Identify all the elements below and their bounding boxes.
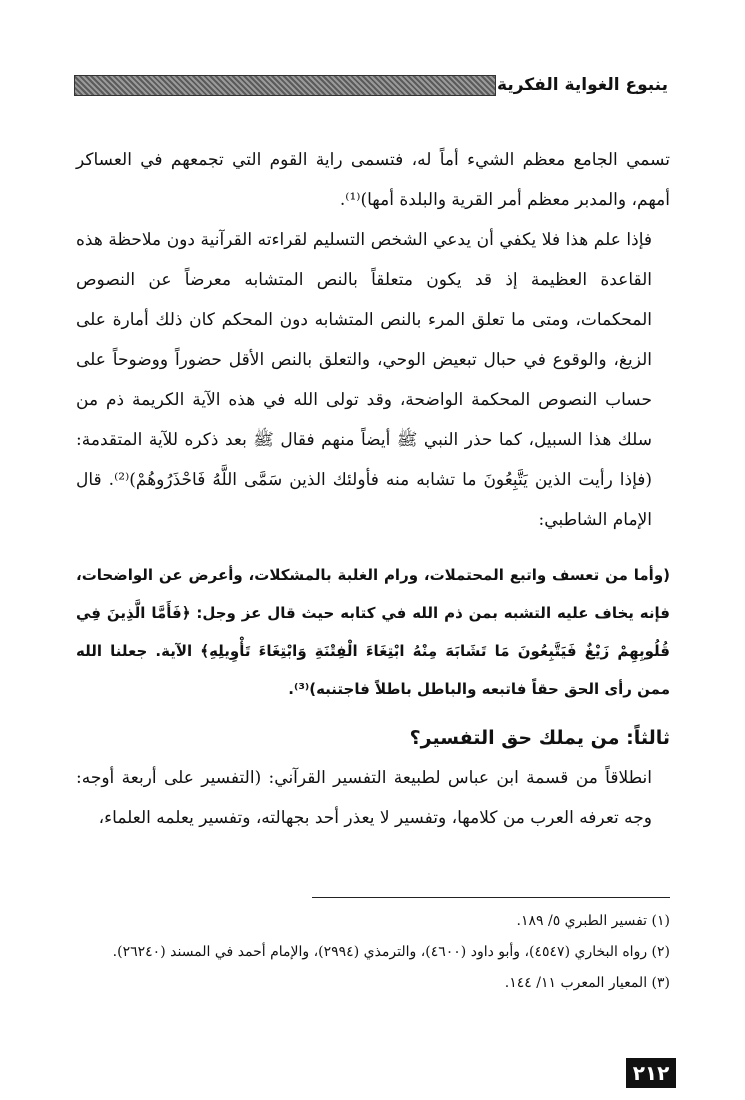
section-heading: ثالثاً: من يملك حق التفسير؟ — [409, 727, 670, 749]
running-header — [74, 72, 668, 98]
paragraph-2: فإذا علم هذا فلا يكفي أن يدعي الشخص التسليم لقراءته القرآنية دون ملاحظة هذه القاعدة العظيمة إذ قد يكون متعلقاً بالنص المتشابه معرضاً عن النصوص المحكمات، ومتى ما تعلق المرء بالنص المتشابه دون المحكم كان ذلك أمارة على الزيغ، والوقوع في حبال تبعيض الوحي، والتعلق بالنص الأقل حضوراً ووضوحاً على حساب النصوص المحكمة الواضحة، وقد تولى الله في هذه الآية الكريمة ذم من سلك هذا السبيل، كما حذر النبي ﷺ أيضاً منهم فقال ﷺ بعد ذكره للآية المتقدمة: (فإذا رأيت الذين يَتَّبِعُونَ ما تشابه منه فأولئك الذين سَمَّى اللَّهُ فَاحْذَرُوهُمْ)⁽²⁾. قال الإمام الشاطبي: — [76, 230, 653, 530]
section-paragraph: انطلاقاً من قسمة ابن عباس لطبيعة التفسير القرآني: (التفسير على أربعة أوجه: وجه تعرفه العرب من كلامها، وتفسير لا يعذر أحد بجهالته، وتفسير يعلمه العلماء، — [76, 768, 652, 828]
header-title: ينبوع الغواية الفكرية — [497, 75, 668, 95]
footnote-1: (١) تفسير الطبري ٥/ ١٨٩. — [516, 913, 670, 929]
block-quote: (وأما من تعسف واتبع المحتملات، ورام الغلبة بالمشكلات، وأعرض عن الواضحات، فإنه يخاف عليه التشبه بمن ذم الله في كتابه حيث قال عز وجل: ﴿فَأَمَّا الَّذِينَ فِي قُلُوبِهِمْ زَيْغٌ فَيَتَّبِعُونَ مَا تَشَابَهَ مِنْهُ ابْتِغَاءَ الْفِتْنَةِ وَابْتِغَاءَ تَأْوِيلِهِ﴾ الآية. جعلنا الله ممن رأى الحق حقاً فاتبعه والباطل باطلاً فاجتنبه)⁽³⁾. — [76, 566, 670, 698]
main-text — [76, 140, 670, 838]
footnote-3: (٣) المعيار المعرب ١١/ ١٤٤. — [504, 975, 670, 991]
footnote-divider — [312, 897, 670, 898]
page-number: ٢١٢ — [626, 1058, 676, 1088]
header-decorative-bar — [74, 75, 496, 96]
footnotes — [76, 905, 670, 999]
footnote-2: (٢) رواه البخاري (٤٥٤٧)، وأبو داود (٤٦٠٠)، والترمذي (٢٩٩٤)، والإمام أحمد في المسند (٢٦٢٤٠). — [112, 944, 670, 960]
paragraph-1: تسمي الجامع معظم الشيء أماً له، فتسمى راية القوم التي تجمعهم في العساكر أمهم، والمدبر معظم أمر القرية والبلدة أمها)⁽¹⁾. — [76, 150, 670, 210]
